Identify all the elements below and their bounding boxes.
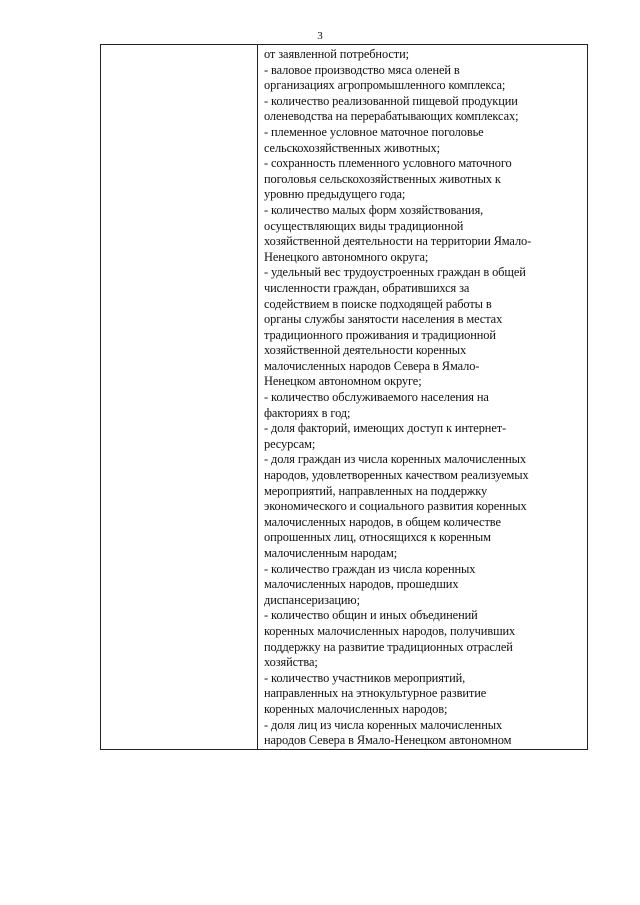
text-line: сельскохозяйственных животных; — [264, 140, 440, 155]
text-line: поголовья сельскохозяйственных животных к — [264, 171, 501, 186]
text-line: содействием в поиске подходящей работы в — [264, 296, 492, 311]
indicator-list — [258, 45, 587, 749]
text-line: народов Севера в Ямало-Ненецком автономном — [264, 733, 512, 748]
text-line: - племенное условное маточное поголовье — [264, 124, 484, 139]
table-row — [101, 45, 588, 750]
text-line: экономического и социального развития коренных — [264, 499, 527, 514]
text-line: - доля факторий, имеющих доступ к интернет- — [264, 421, 507, 436]
text-line: - количество обслуживаемого населения на — [264, 390, 489, 405]
text-line: малочисленным народам; — [264, 546, 398, 560]
text-line: оленеводства на перерабатывающих комплексах; — [264, 109, 519, 124]
text-line: от заявленной потребности; — [264, 47, 409, 61]
text-line: факториях в год; — [264, 405, 351, 420]
text-line: уровню предыдущего года; — [264, 187, 406, 202]
text-line: - сохранность племенного условного маточного — [264, 156, 512, 171]
text-line: - количество общин и иных объединений — [264, 608, 478, 623]
text-line: малочисленных народов Севера в Ямало- — [264, 358, 480, 373]
text-line: численности граждан, обратившихся за — [264, 280, 470, 295]
text-line: ресурсам; — [264, 436, 316, 451]
text-line: мероприятий, направленных на поддержку — [264, 483, 488, 498]
text-line: народов, удовлетворенных качеством реализуемых — [264, 468, 529, 483]
text-line: - валовое производство мяса оленей в — [264, 62, 460, 77]
page-number: 3 — [317, 30, 323, 42]
text-line: - удельный вес трудоустроенных граждан в общей — [264, 265, 526, 280]
text-line: - доля граждан из числа коренных малочисленных — [264, 452, 526, 467]
text-line: малочисленных народов, в общем количестве — [264, 514, 501, 529]
text-line: - количество участников мероприятий, — [264, 670, 466, 685]
text-line: хозяйственной деятельности коренных — [264, 343, 467, 358]
text-line: традиционного проживания и традиционной — [264, 327, 496, 342]
text-line: - доля лиц из числа коренных малочисленных — [264, 717, 503, 732]
text-line: Ненецкого автономного округа; — [264, 249, 429, 264]
text-line: организациях агропромышленного комплекса; — [264, 78, 506, 93]
text-line: коренных малочисленных народов, получивших — [264, 623, 516, 638]
text-line: органы службы занятости населения в местах — [264, 312, 503, 327]
text-line: - количество малых форм хозяйствования, — [264, 202, 484, 217]
table-cell-left — [101, 45, 258, 750]
text-line: - количество реализованной пищевой продукции — [264, 93, 518, 108]
text-line: направленных на этнокультурное развитие — [264, 686, 487, 701]
table-cell-right — [258, 45, 588, 750]
text-line: диспансеризацию; — [264, 592, 360, 607]
text-line: хозяйства; — [264, 655, 318, 670]
text-line: - количество граждан из числа коренных — [264, 561, 476, 576]
text-line: осуществляющих виды традиционной — [264, 218, 464, 233]
text-line: малочисленных народов, прошедших — [264, 577, 459, 592]
text-line: Ненецком автономном округе; — [264, 374, 422, 389]
text-line: хозяйственной деятельности на территории Ямало- — [264, 234, 532, 249]
text-line: коренных малочисленных народов; — [264, 701, 448, 716]
document-table — [100, 44, 588, 750]
text-line: опрошенных лиц, относящихся к коренным — [264, 530, 491, 545]
text-line: поддержку на развитие традиционных отраслей — [264, 639, 513, 654]
